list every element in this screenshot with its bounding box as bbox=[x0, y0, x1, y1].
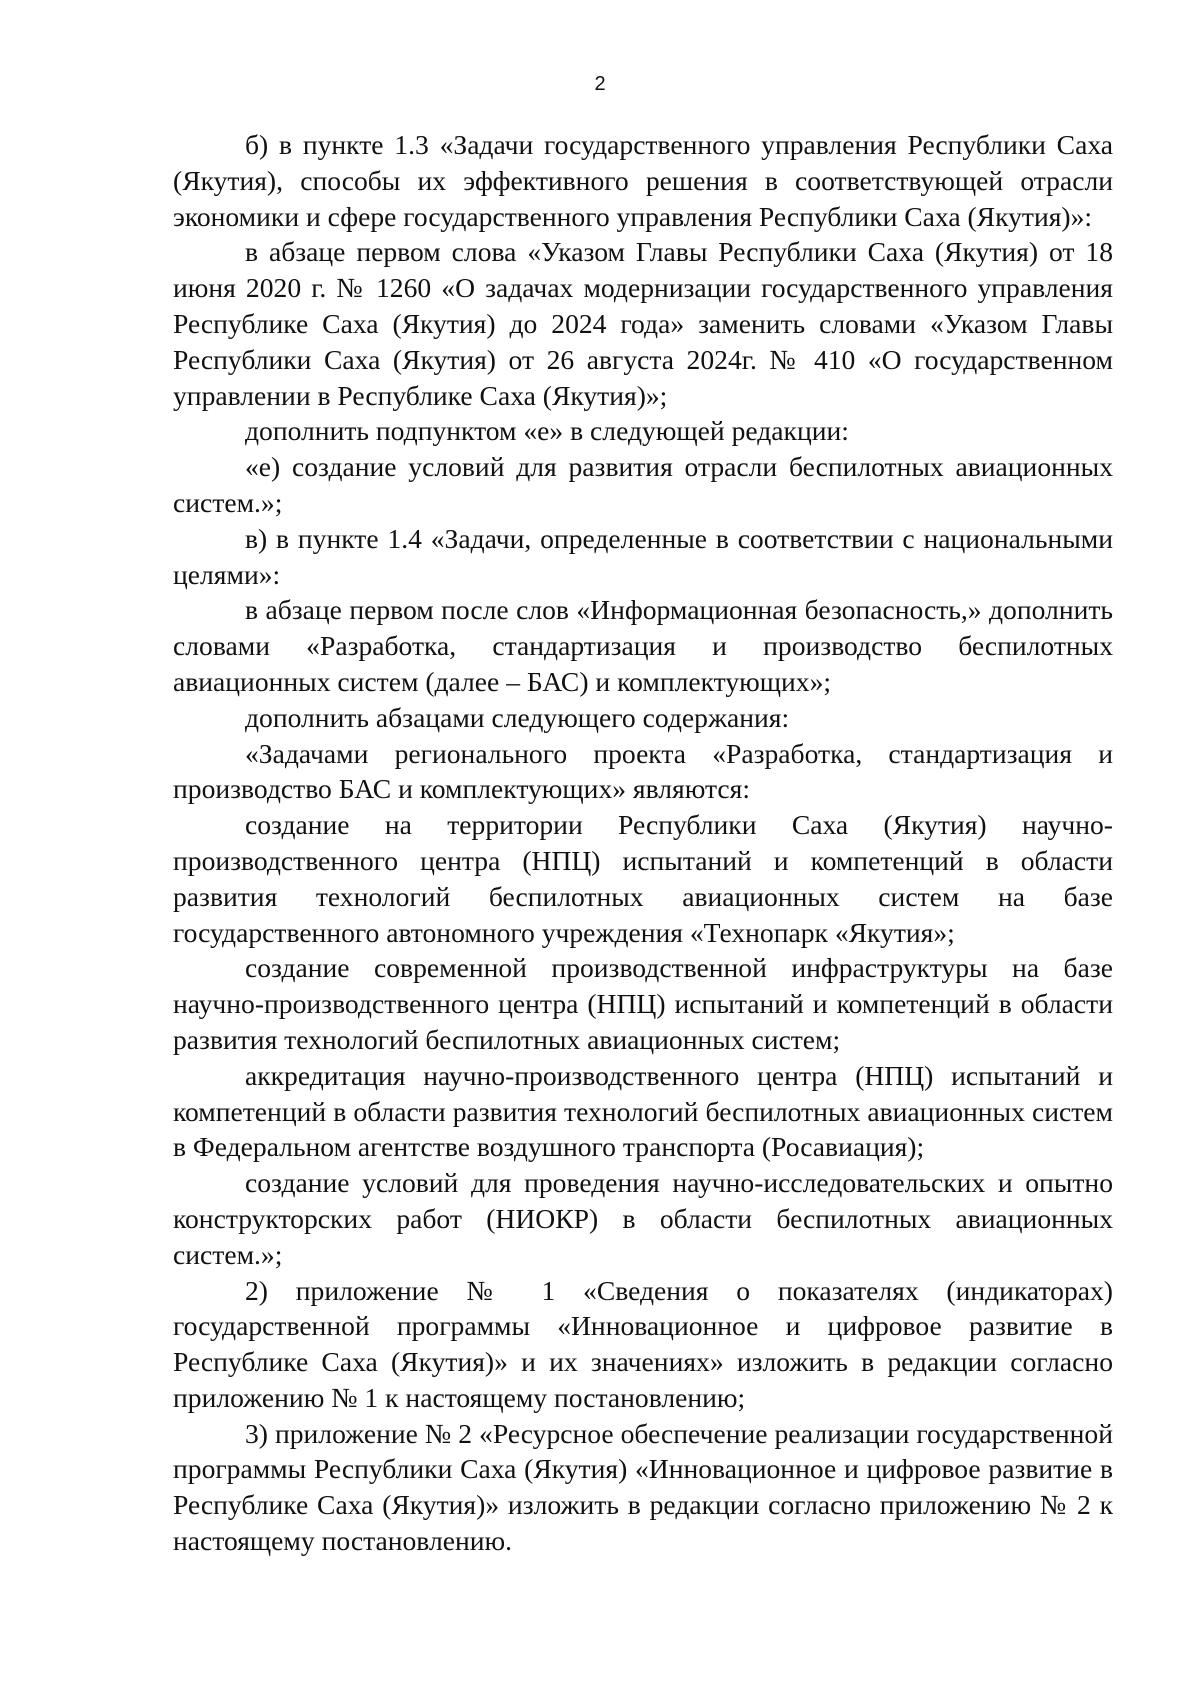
paragraph-appendix-2: 3) приложение № 2 «Ресурсное обеспечение реализации государственной программы Республики Саха (Якутия) «Инновационное и цифровое развитие в Республике Саха (Якутия)» изложить в редакции согласно приложению № 2 к настоящему постановлению. bbox=[173, 1417, 1113, 1557]
paragraph-regional-project-tasks: «Задачами регионального проекта «Разработка, стандартизация и производство БАС и комплектующих» являются: bbox=[173, 737, 1113, 805]
paragraph-npc-creation: создание на территории Республики Саха (Якутия) научно-производственного центра (НПЦ) испытаний и компетенций в области развития технологий беспилотных авиационных систем на базе государственного автономного учреждения «Технопарк «Якутия»; bbox=[173, 809, 1113, 948]
paragraph-add-abzacs: дополнить абзацами следующего содержания: bbox=[245, 701, 790, 733]
document-body bbox=[173, 127, 1113, 1559]
paragraph-item-v: в) в пункте 1.4 «Задачи, определенные в соответствии с национальными целями»: bbox=[173, 522, 1113, 590]
paragraph-appendix-1: 2) приложение № 1 «Сведения о показателях (индикаторах) государственной программы «Инновационное и цифровое развитие в Республике Саха (Якутия)» и их значениях» изложить в редакции согласно приложению № 1 к настоящему постановлению; bbox=[173, 1274, 1113, 1413]
paragraph-infrastructure: создание современной производственной инфраструктуры на базе научно-производственного центра (НПЦ) испытаний и компетенций в области развития технологий беспилотных авиационных систем; bbox=[173, 952, 1113, 1055]
paragraph-first-abzac-replacement: в абзаце первом слова «Указом Главы Республики Саха (Якутия) от 18 июня 2020 г. № 1260 «О задачах модернизации государственного управления Республике Саха (Якутия) до 2024 года» заменить словами «Указом Главы Республики Саха (Якутия) от 26 августа 2024г. № 410 «О государственном управлении в Республике Саха (Якутия)»; bbox=[173, 236, 1113, 411]
paragraph-niokr: создание условий для проведения научно-исследовательских и опытно конструкторских работ (НИОКР) в области беспилотных авиационных систем.»; bbox=[173, 1167, 1113, 1270]
paragraph-add-subitem-e: дополнить подпунктом «е» в следующей редакции: bbox=[245, 415, 849, 447]
paragraph-accreditation: аккредитация научно-производственного центра (НПЦ) испытаний и компетенций в области развития технологий беспилотных авиационных систем в Федеральном агентстве воздушного транспорта (Росавиация); bbox=[173, 1059, 1113, 1163]
paragraph-info-security-addition: в абзаце первом после слов «Информационная безопасность,» дополнить словами «Разработка, стандартизация и производство беспилотных авиационных систем (далее – БАС) и комплектующих»; bbox=[173, 594, 1113, 697]
paragraph-item-b: б) в пункте 1.3 «Задачи государственного управления Республики Саха (Якутия), способы их эффективного решения в соответствующей отрасли экономики и сфере государственного управления Республики Саха (Якутия)»: bbox=[173, 129, 1113, 232]
paragraph-subitem-e-text: «е) создание условий для развития отрасли беспилотных авиационных систем.»; bbox=[173, 451, 1113, 518]
page-number: 2 bbox=[594, 73, 606, 95]
